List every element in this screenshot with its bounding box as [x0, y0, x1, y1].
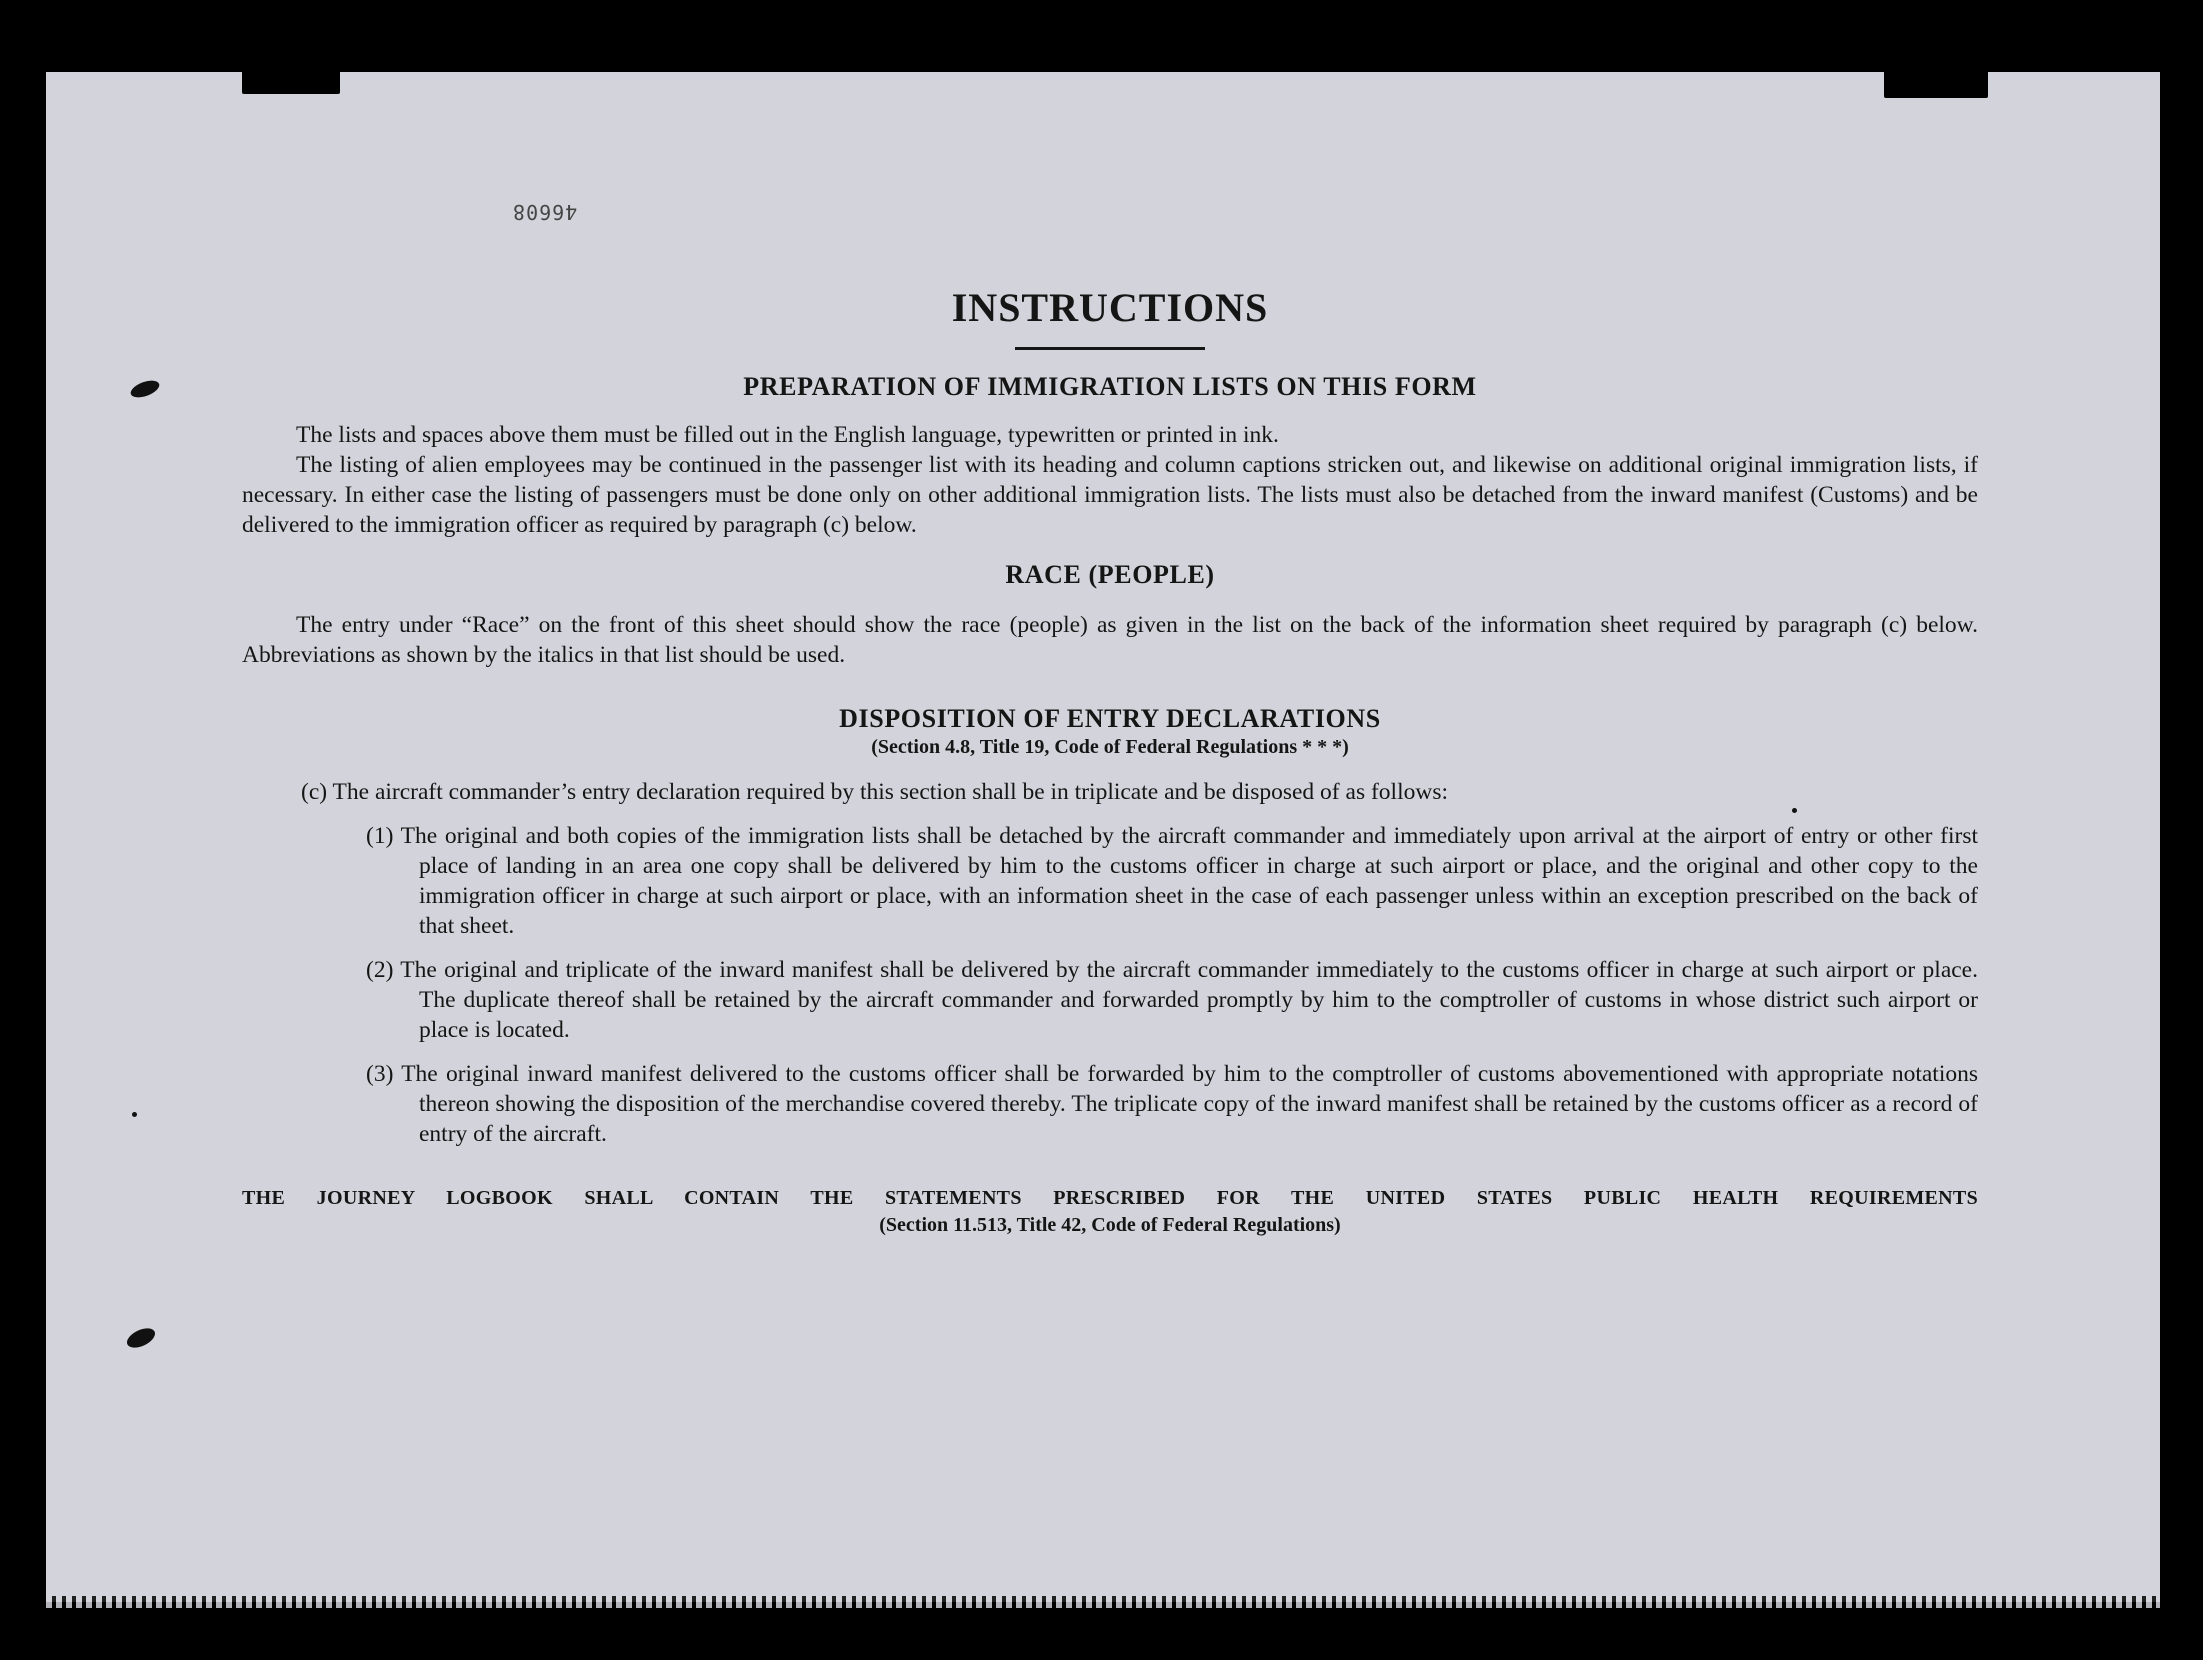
title-underline: [1015, 347, 1205, 350]
document-sheet: [46, 72, 2160, 1602]
race-heading: RACE (PEOPLE): [1005, 560, 1215, 589]
dust-speck: [132, 1112, 137, 1117]
disposition-intro: (c) The aircraft commander’s entry declaration required by this section shall be in triplicate and be disposed of as follows:: [301, 779, 1448, 805]
perforated-edge: [46, 1596, 2160, 1608]
disposition-heading: DISPOSITION OF ENTRY DECLARATIONS: [839, 704, 1381, 733]
disposition-item-2: (2) The original and triplicate of the inward manifest shall be delivered by the aircraft commander immediately to the customs officer in charge at such airport or place. The duplicate thereof shall be retained by the aircraft commander and forwarded promptly by him to the comptroller of customs in whose district such airport or place is located.: [366, 957, 1978, 1043]
binding-notch-left: [242, 68, 340, 94]
logbook-citation: (Section 11.513, Title 42, Code of Federal Regulations): [879, 1214, 1341, 1236]
ink-smudge-top: [129, 377, 162, 400]
disposition-citation: (Section 4.8, Title 19, Code of Federal Regulations * * *): [871, 736, 1349, 758]
instructions-body: [242, 284, 1978, 1237]
disposition-item-1: (1) The original and both copies of the immigration lists shall be detached by the aircraft commander and immediately upon arrival at the airport of entry or other first place of landing in an area one copy shall be delivered by him to the customs officer in charge at such airport or place, and the original and other copy to the immigration officer in charge at such airport or place, with an information sheet in the case of each passenger unless within an exception prescribed on the back of that sheet.: [366, 823, 1978, 939]
disposition-item-3: (3) The original inward manifest delivered to the customs officer shall be forwarded by him to the comptroller of customs abovementioned with appropriate notations thereon showing the disposition of the merchandise covered thereby. The triplicate copy of the inward manifest shall be retained by the customs officer as a record of entry of the aircraft.: [366, 1061, 1978, 1147]
race-paragraph: The entry under “Race” on the front of this sheet should show the race (people) as given in the list on the back of the information sheet required by paragraph (c) below. Abbreviations as shown by the italics in that list should be used.: [242, 612, 1978, 668]
serial-stamp: 46608: [512, 200, 578, 224]
preparation-paragraph-1: The lists and spaces above them must be filled out in the English language, typewritten or printed in ink.: [296, 422, 1279, 448]
preparation-paragraph-2: The listing of alien employees may be continued in the passenger list with its heading and column captions stricken out, and likewise on additional original immigration lists, if necessary. In either case the listing of passengers must be done only on other additional immigration lists. The lists must also be detached from the inward manifest (Customs) and be delivered to the immigration officer as required by paragraph (c) below.: [242, 452, 1978, 538]
binding-notch-right: [1884, 68, 1988, 98]
page-title: INSTRUCTIONS: [951, 285, 1269, 330]
logbook-requirement-heading: THE JOURNEY LOGBOOK SHALL CONTAIN THE STATEMENTS PRESCRIBED FOR THE UNITED STATES PUBLIC HEALTH REQUIREMENTS: [242, 1187, 1978, 1209]
ink-smudge-bottom: [124, 1324, 158, 1351]
preparation-heading: PREPARATION OF IMMIGRATION LISTS ON THIS FORM: [743, 372, 1477, 401]
